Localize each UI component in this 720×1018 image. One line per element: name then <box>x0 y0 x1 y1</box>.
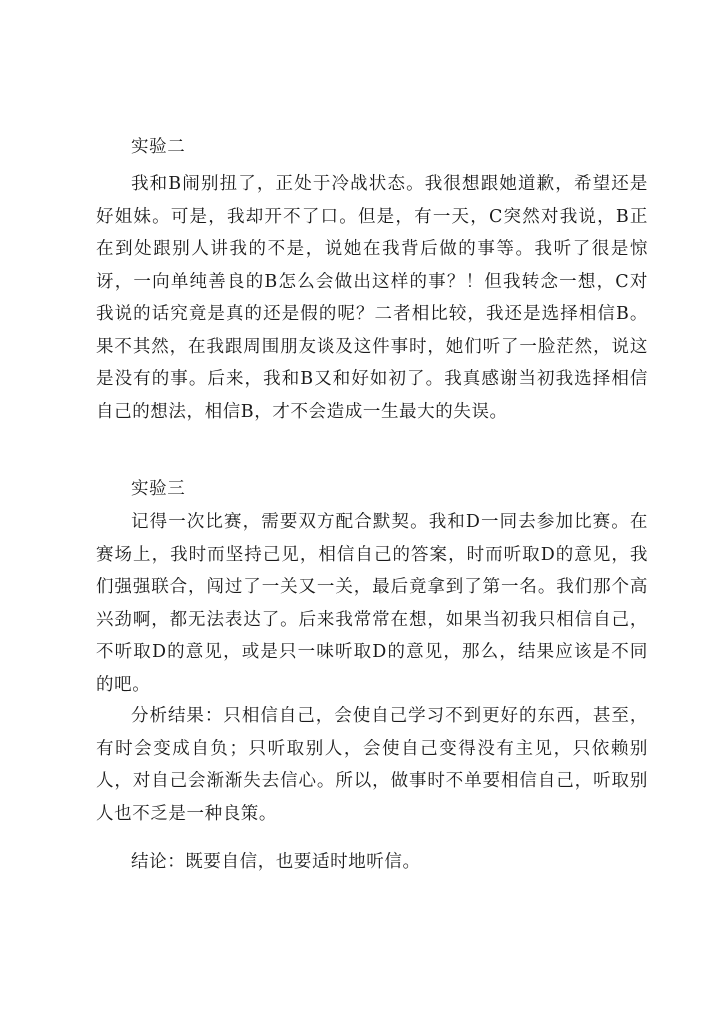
section-paragraph: 记得一次比赛，需要双方配合默契。我和D一同去参加比赛。在赛场上，我时而坚持己见，相信自己的答案，时而听取D的意见，我们强强联合，闯过了一关又一关，最后竟拿到了第一名。我们那个高兴劲啊，都无法表达了。后来我常常在想，如果当初我只相信自己，不听取D的意见，或是只一味听取D的意见，那么，结果应该是不同的吧。 <box>96 512 648 695</box>
section-heading: 实验二 <box>131 137 186 157</box>
conclusion-paragraph: 结论：既要自信，也要适时地听信。 <box>131 852 421 872</box>
section-paragraph: 我和B闹别扭了，正处于冷战状态。我很想跟她道歉，希望还是好姐妹。可是，我却开不了口。但是，有一天，C突然对我说，B正在到处跟别人讲我的不是，说她在我背后做的事等。我听了很是惊讶，一向单纯善良的B怎么会做出这样的事？！但我转念一想，C对我说的话究竟是真的还是假的呢？二者相比较，我还是选择相信B。果不其然，在我跟周围朋友谈及这件事时，她们听了一脸茫然，说这是没有的事。后来，我和B又和好如初了。我真感谢当初我选择相信自己的想法，相信B，才不会造成一生最大的失误。 <box>96 174 648 422</box>
analysis-paragraph: 分析结果：只相信自己，会使自己学习不到更好的东西，甚至，有时会变成自负；只听取别人，会使自己变得没有主见，只依赖别人，对自己会渐渐失去信心。所以，做事时不单要相信自己，听取别人也不乏是一种良策。 <box>96 706 648 824</box>
section-heading: 实验三 <box>131 479 186 499</box>
